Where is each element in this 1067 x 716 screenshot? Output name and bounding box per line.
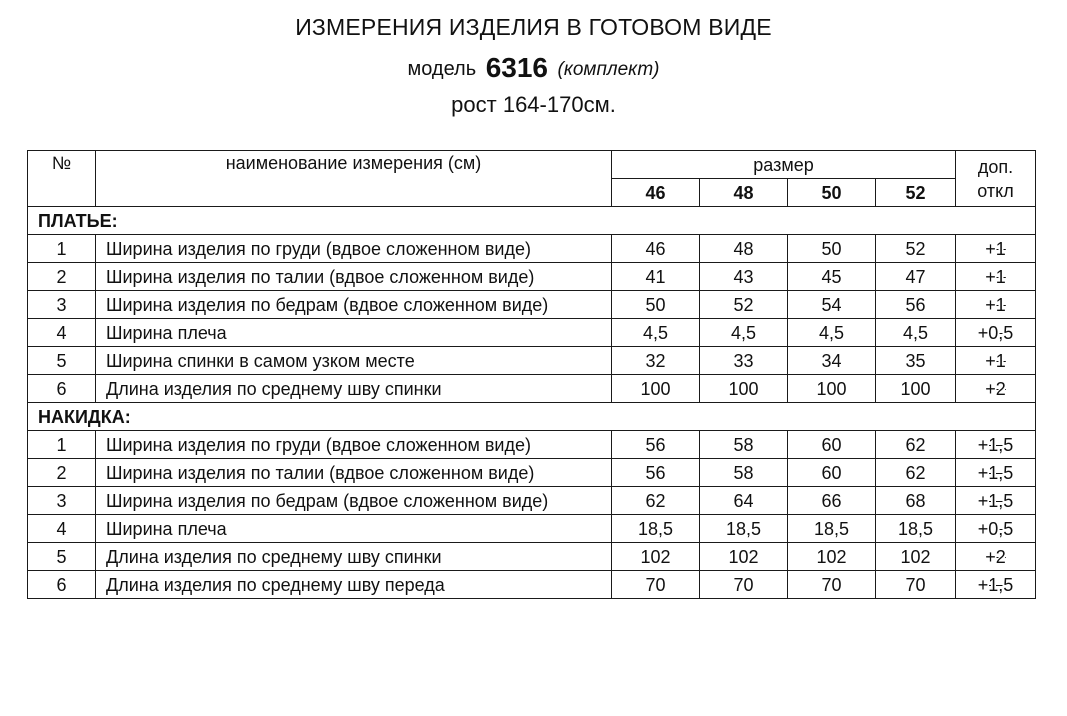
size-header: 46 — [612, 179, 700, 207]
height-range: рост 164-170см. — [451, 92, 616, 117]
table-row — [28, 291, 1036, 319]
header-row — [28, 151, 1036, 179]
model-number: 6316 — [485, 52, 548, 83]
size-value: 100 — [876, 375, 956, 403]
tolerance-value: +0,5 — [956, 515, 1036, 543]
size-header: 48 — [700, 179, 788, 207]
model-label: модель — [407, 58, 477, 80]
table-body — [28, 151, 1036, 599]
measurement-name: Ширина плеча — [96, 515, 612, 543]
size-value: 43 — [700, 263, 788, 291]
size-value: 32 — [612, 347, 700, 375]
measurement-name: Ширина плеча — [96, 319, 612, 347]
size-value: 56 — [612, 459, 700, 487]
size-value: 45 — [788, 263, 876, 291]
table-row — [28, 487, 1036, 515]
table-row — [28, 263, 1036, 291]
header-tolerance-line1: доп. — [977, 156, 1014, 177]
size-value: 56 — [876, 291, 956, 319]
size-value: 102 — [700, 543, 788, 571]
header-no: № — [28, 151, 96, 207]
tolerance-value: +1 — [956, 263, 1036, 291]
size-value: 4,5 — [612, 319, 700, 347]
size-value: 54 — [788, 291, 876, 319]
size-value: 56 — [612, 431, 700, 459]
measurement-name: Ширина спинки в самом узком месте — [96, 347, 612, 375]
table-row — [28, 347, 1036, 375]
tolerance-value: +1 — [956, 291, 1036, 319]
row-number: 1 — [28, 235, 96, 263]
size-value: 70 — [788, 571, 876, 599]
size-value: 4,5 — [876, 319, 956, 347]
size-value: 18,5 — [612, 515, 700, 543]
model-note: (комплект) — [557, 59, 660, 80]
size-value: 48 — [700, 235, 788, 263]
size-header: 52 — [876, 179, 956, 207]
measurement-name: Ширина изделия по бедрам (вдвое сложенном виде) — [96, 487, 612, 515]
header-tolerance-line2: откл — [977, 180, 1014, 201]
measurement-name: Длина изделия по среднему шву переда — [96, 571, 612, 599]
size-value: 62 — [876, 431, 956, 459]
size-value: 62 — [612, 487, 700, 515]
size-value: 18,5 — [876, 515, 956, 543]
size-value: 102 — [788, 543, 876, 571]
size-value: 41 — [612, 263, 700, 291]
tolerance-value: +1,5 — [956, 459, 1036, 487]
size-header: 50 — [788, 179, 876, 207]
size-value: 33 — [700, 347, 788, 375]
size-value: 52 — [700, 291, 788, 319]
document-title: ИЗМЕРЕНИЯ ИЗДЕЛИЯ В ГОТОВОМ ВИДЕ — [295, 14, 772, 40]
size-value: 60 — [788, 459, 876, 487]
header-measurement-name: наименование измерения (см) — [96, 151, 612, 207]
size-value: 100 — [612, 375, 700, 403]
table-row — [28, 459, 1036, 487]
size-value: 4,5 — [788, 319, 876, 347]
size-value: 35 — [876, 347, 956, 375]
table-row — [28, 235, 1036, 263]
table-row — [28, 543, 1036, 571]
tolerance-value: +1,5 — [956, 487, 1036, 515]
tolerance-value: +2 — [956, 375, 1036, 403]
row-number: 6 — [28, 375, 96, 403]
measurement-name: Длина изделия по среднему шву спинки — [96, 543, 612, 571]
size-value: 66 — [788, 487, 876, 515]
measurement-name: Ширина изделия по груди (вдвое сложенном виде) — [96, 235, 612, 263]
measurement-name: Ширина изделия по талии (вдвое сложенном виде) — [96, 459, 612, 487]
tolerance-value: +0,5 — [956, 319, 1036, 347]
size-value: 70 — [876, 571, 956, 599]
model-line — [0, 52, 1067, 84]
table-row — [28, 571, 1036, 599]
size-value: 70 — [612, 571, 700, 599]
size-value: 68 — [876, 487, 956, 515]
measurement-name: Длина изделия по среднему шву спинки — [96, 375, 612, 403]
header-size: размер — [612, 151, 956, 179]
size-value: 58 — [700, 459, 788, 487]
size-value: 60 — [788, 431, 876, 459]
tolerance-value: +1,5 — [956, 431, 1036, 459]
section-title: НАКИДКА: — [28, 403, 1036, 431]
row-number: 5 — [28, 347, 96, 375]
measurement-name: Ширина изделия по груди (вдвое сложенном виде) — [96, 431, 612, 459]
table-row — [28, 375, 1036, 403]
row-number: 1 — [28, 431, 96, 459]
tolerance-value: +2 — [956, 543, 1036, 571]
size-value: 52 — [876, 235, 956, 263]
size-value: 100 — [788, 375, 876, 403]
row-number: 3 — [28, 487, 96, 515]
measurement-name: Ширина изделия по бедрам (вдвое сложенном виде) — [96, 291, 612, 319]
row-number: 6 — [28, 571, 96, 599]
size-value: 70 — [700, 571, 788, 599]
size-value: 50 — [788, 235, 876, 263]
size-value: 47 — [876, 263, 956, 291]
row-number: 4 — [28, 319, 96, 347]
size-value: 58 — [700, 431, 788, 459]
size-value: 64 — [700, 487, 788, 515]
table-row — [28, 431, 1036, 459]
section-row — [28, 207, 1036, 235]
size-value: 18,5 — [788, 515, 876, 543]
row-number: 2 — [28, 263, 96, 291]
size-value: 4,5 — [700, 319, 788, 347]
size-value: 62 — [876, 459, 956, 487]
header-tolerance — [956, 151, 1036, 207]
section-row — [28, 403, 1036, 431]
size-value: 102 — [612, 543, 700, 571]
size-value: 102 — [876, 543, 956, 571]
size-value: 34 — [788, 347, 876, 375]
table-row — [28, 515, 1036, 543]
measurements-table — [27, 150, 1036, 599]
tolerance-value: +1 — [956, 347, 1036, 375]
measurement-name: Ширина изделия по талии (вдвое сложенном виде) — [96, 263, 612, 291]
row-number: 2 — [28, 459, 96, 487]
size-value: 46 — [612, 235, 700, 263]
table-row — [28, 319, 1036, 347]
tolerance-value: +1,5 — [956, 571, 1036, 599]
size-value: 18,5 — [700, 515, 788, 543]
row-number: 5 — [28, 543, 96, 571]
tolerance-value: +1 — [956, 235, 1036, 263]
size-value: 50 — [612, 291, 700, 319]
section-title: ПЛАТЬЕ: — [28, 207, 1036, 235]
size-value: 100 — [700, 375, 788, 403]
row-number: 4 — [28, 515, 96, 543]
row-number: 3 — [28, 291, 96, 319]
